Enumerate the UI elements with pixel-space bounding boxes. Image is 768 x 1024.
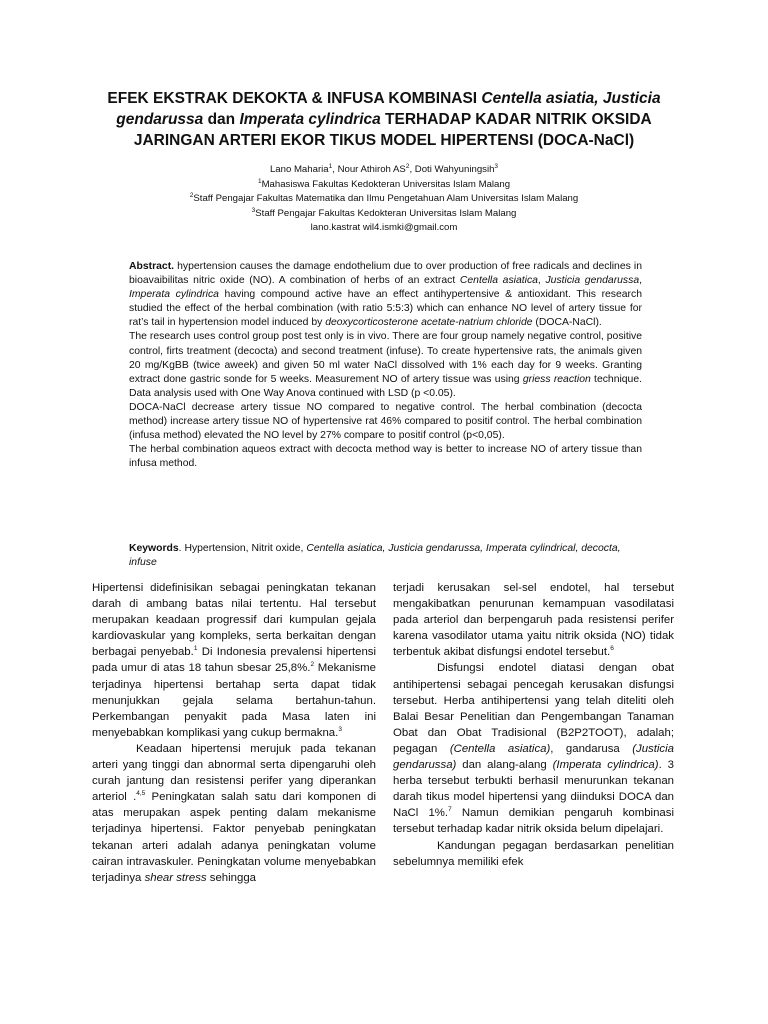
author-name: , Nour Athiroh AS — [332, 164, 406, 175]
citation-sup: 6 — [610, 645, 614, 653]
abstract-text: (DOCA-NaCl). — [532, 317, 602, 329]
abstract-paragraph-1 — [129, 260, 642, 330]
abstract-italic: griess reaction — [522, 373, 591, 385]
abstract-paragraph-4: The herbal combination aqueos extract with decocta method way is better to increase NO of artery tissue than infusa method. — [129, 444, 642, 470]
abstract-text: , — [639, 275, 642, 287]
abstract — [129, 260, 642, 471]
abstract-text: , — [537, 275, 546, 287]
body-column-left — [92, 580, 376, 886]
affiliation-text: Staff Pengajar Fakultas Kedokteran Universitas Islam Malang — [255, 207, 517, 219]
author-sup: 2 — [405, 162, 410, 170]
affiliation-3 — [104, 207, 664, 222]
body-text: sehingga — [206, 871, 257, 884]
citation-sup: 7 — [448, 806, 452, 814]
body-text: Di Indonesia prevalensi hipertensi pada umur di atas 18 tahun sbesar 25,8%. — [92, 646, 376, 675]
author-sup: 3 — [494, 162, 499, 170]
title-text: EFEK EKSTRAK DEKOKTA & INFUSA KOMBINASI — [107, 90, 482, 107]
affiliation-1 — [104, 178, 664, 193]
abstract-label: Abstract. — [129, 261, 175, 272]
affiliation-2 — [104, 192, 664, 207]
body-paragraph — [393, 580, 674, 660]
body-italic: (Imperata cylindrica) — [552, 759, 659, 772]
title-text: dan — [203, 111, 240, 128]
author-name: , Doti Wahyuningsih — [409, 164, 495, 175]
keywords-label: Keywords — [129, 543, 179, 554]
author-names — [104, 163, 664, 178]
affiliation-sup: 2 — [189, 191, 194, 199]
body-italic: (Justicia gendarussa) — [393, 742, 674, 772]
abstract-italic: deoxycorticosterone acetate-natrium chloride — [325, 317, 533, 329]
body-text: Mekanisme terjadinya hipertensi bertahap serta dapat tidak menunjukkan gejala selama bertahun-tahun. Perkembangan penyakit pada Masa laten ini menyebabkan komplikasi yang cukup bermakna. — [92, 662, 377, 739]
keywords-text: . Hypertension, Nitrit oxide, — [178, 543, 307, 554]
body-text: . 3 herba tersebut terbukti berhasil menurunkan tekanan darah tikus model hipertensi yang diinduksi DOCA dan NaCl 1%. — [393, 759, 674, 820]
body-italic: shear stress — [144, 871, 207, 884]
abstract-text: technique. Data analysis used with One Way Anova continued with LSD (p <0.05). — [129, 373, 643, 399]
abstract-italic: Imperata cylindrica — [129, 289, 219, 301]
body-paragraph — [92, 741, 376, 886]
abstract-paragraph-2 — [129, 330, 642, 400]
body-text: Peningkatan salah satu dari komponen di atas merupakan aspek penting dalam mekanisme terjadinya hipertensi. Faktor penyebab peningkatan tekanan arteri adalah adanya peningkatan volume cairan intravaskuler. Peningkatan volume menyebabkan terjadinya — [92, 791, 376, 884]
body-text: Disfungsi endotel diatasi dengan obat antihipertensi sebagai pencegah kerusakan disfungsi tersebut. Herba antihipertensi yang telah diteliti oleh Balai Besar Penelitian dan Pengembangan Tanaman Obat dan Obat Tradisional (B2P2TOOT), adalah; pegagan — [393, 662, 674, 755]
author-sup: 1 — [328, 162, 333, 170]
abstract-text: having compound active have an effect antihypertensive & antioxidant. This research studied the effect of the herbal combination (with ratio 5:5:3) which can enhance NO level of artery tissue for rat’s tail in hypertension model induced by — [129, 289, 642, 329]
affiliation-text: Mahasiswa Fakultas Kedokteran Universitas Islam Malang — [261, 178, 511, 190]
abstract-italic: Centella asiatica — [459, 275, 538, 287]
title-species: Imperata cylindrica — [239, 111, 381, 128]
affiliation-sup: 3 — [251, 206, 256, 214]
body-text: Hipertensi didefinisikan sebagai peningkatan tekanan darah di ambang batas nilai tertentu. Hal tersebut merupakan keadaan progressif dari kumpulan gejala kardiovaskular yang kompleks, serta berkaitan dengan berbagai penyebab. — [92, 582, 376, 659]
affiliation-text: Staff Pengajar Fakultas Matematika dan Ilmu Pengetahuan Alam Universitas Islam Malang — [193, 193, 579, 204]
body-column-right — [393, 580, 674, 870]
body-paragraph — [393, 660, 674, 837]
body-text: Namun demikian pengaruh kombinasi tersebut terhadap kadar nitrik oksida belum dipelajari. — [393, 807, 674, 836]
abstract-text: hypertension causes the damage endothelium due to over production of free radicals and declines in bioavaibilitas nitric oxide (NO). A combination of herbs of an extract — [129, 261, 642, 287]
title-text: TERHADAP KADAR NITRIK OKSIDA JARINGAN ARTERI EKOR TIKUS MODEL HIPERTENSI (DOCA-NaCl) — [133, 111, 652, 149]
body-paragraph: Kandungan pegagan berdasarkan penelitian sebelumnya memiliki efek — [393, 839, 674, 868]
keywords — [129, 542, 642, 570]
abstract-italic: Justicia gendarussa — [545, 275, 640, 287]
abstract-text: The research uses control group post test only is in vivo. There are four group namely negative control, positive control, firts treatment (decocta) and second treatment (infuse). To create hypertensive rats, the animals given 20 mg/KgBB (twice aweek) and given 50 ml water NaCl dissolved with 1% each day for 9 weeks. Granting extract done gastric sonde for 5 weeks. Measurement NO of artery tissue was using — [129, 331, 642, 385]
affiliation-sup: 1 — [257, 177, 262, 185]
body-text: dan alang-alang — [456, 759, 553, 772]
author-block — [104, 163, 664, 236]
citation-sup: 4,5 — [136, 790, 146, 798]
paper-title — [104, 88, 664, 151]
body-paragraph — [92, 580, 376, 741]
body-text: , gandarusa — [550, 742, 633, 755]
keywords-italic: Centella asiatica, Justicia gendarussa, Imperata cylindrical, decocta, infuse — [129, 543, 621, 569]
citation-sup: 3 — [338, 726, 342, 734]
body-text: Keadaan hipertensi merujuk pada tekanan arteri yang tinggi dan abnormal serta dipengaruhi oleh curah jantung dan resistensi perifer yang diperankan arteriol . — [92, 742, 376, 804]
body-text: terjadi kerusakan sel-sel endotel, hal tersebut mengakibatkan penurunan kemampuan vasodilatasi pada arteriol dan berpengaruh pada resistensi perifer karena vasodilator utama yaitu nitrik oksida (NO) tidak terbentuk akibat disfungsi endotel tersebut. — [393, 582, 674, 659]
author-name: Lano Maharia — [269, 164, 329, 175]
citation-sup: 2 — [310, 661, 315, 669]
body-italic: (Centella asiatica) — [449, 742, 551, 755]
citation-sup: 1 — [193, 645, 198, 653]
abstract-paragraph-3: DOCA-NaCl decrease artery tissue NO compared to negative control. The herbal combination (decocta method) increase artery tissue NO of hypertensive rat 46% compared to positif control. The herbal combination (infusa method) elevated the NO level by 27% compare to positif control (p<0,05). — [129, 401, 642, 442]
title-species: Centella asiatia, Justicia gendarussa — [116, 90, 661, 128]
author-email: lano.kastrat wil4.ismki@gmail.com — [310, 222, 458, 233]
